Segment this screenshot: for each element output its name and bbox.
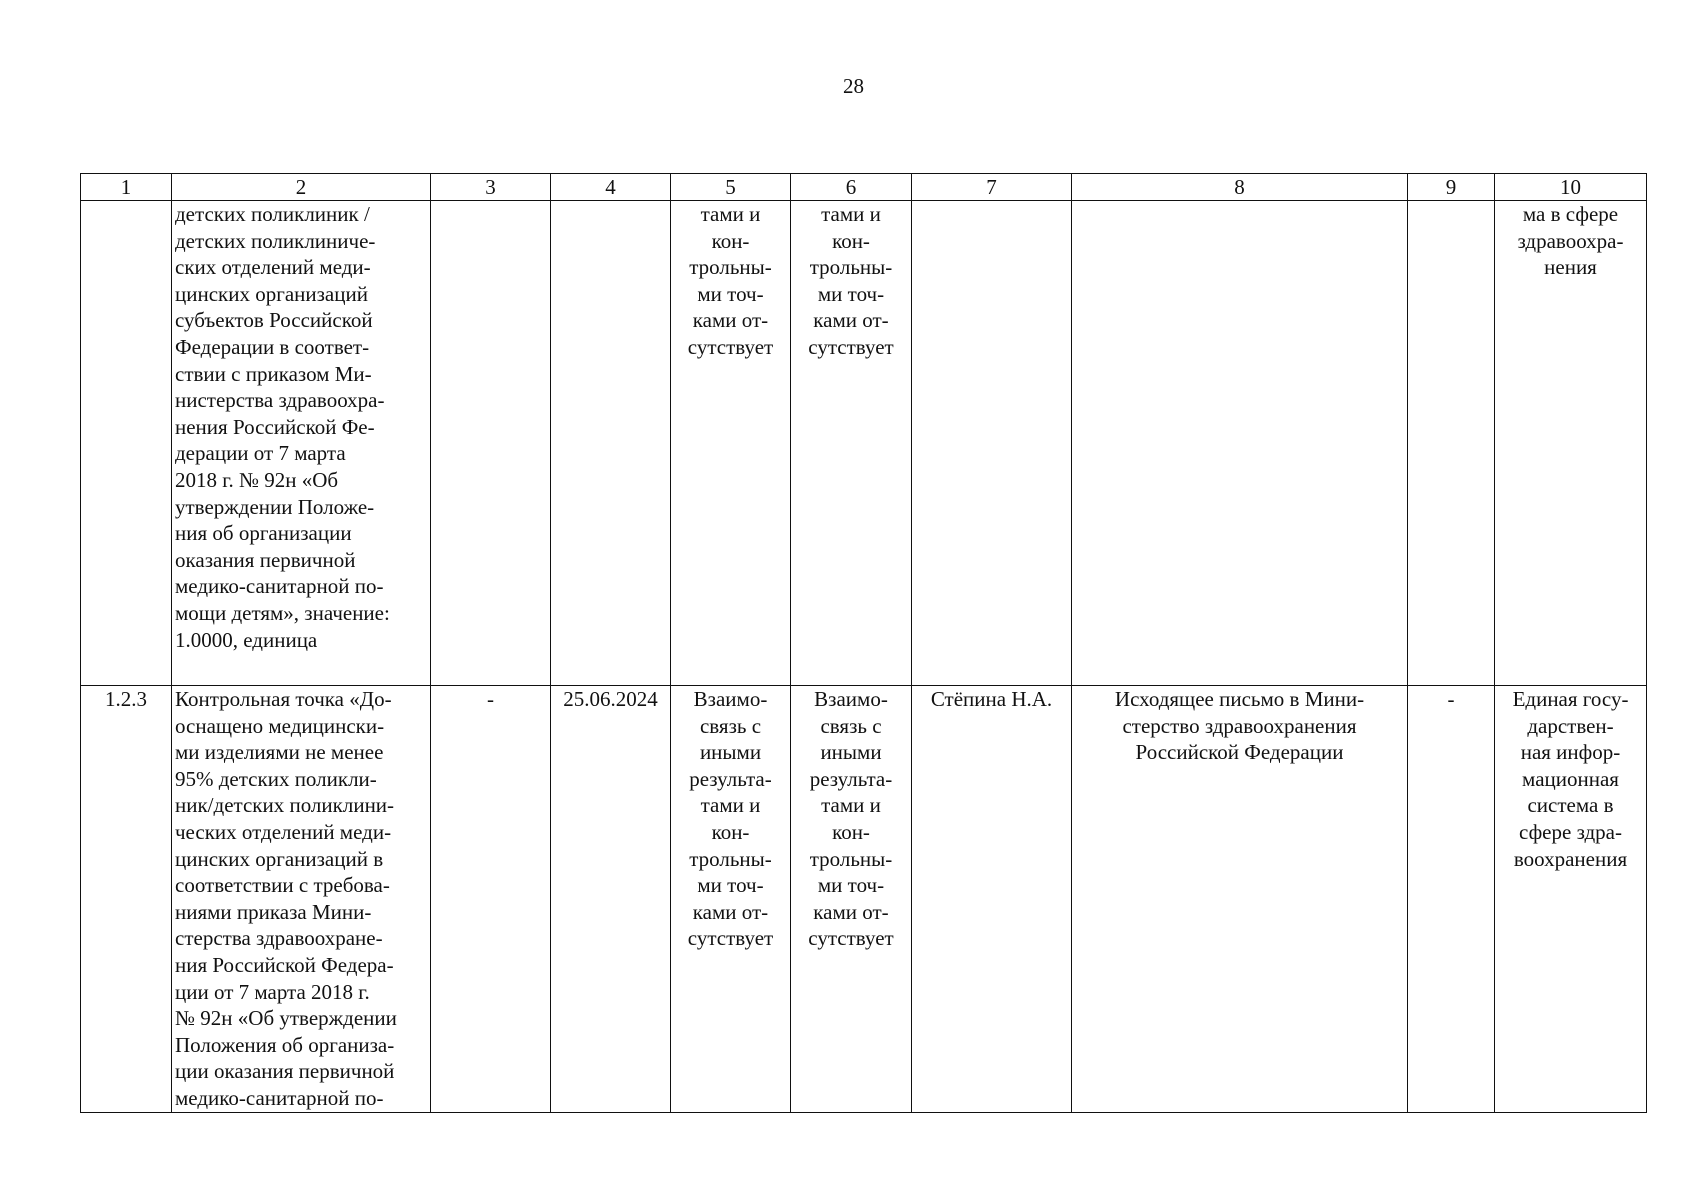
header-cell-3: 3 <box>431 174 551 201</box>
cell-number <box>81 201 172 686</box>
cell-col3 <box>431 201 551 686</box>
table-header-row <box>81 174 1647 201</box>
header-cell-6: 6 <box>791 174 912 201</box>
cell-responsible <box>912 201 1072 686</box>
header-cell-7: 7 <box>912 174 1072 201</box>
cell-document <box>1072 201 1408 686</box>
cell-date <box>551 201 671 686</box>
cell-col3: - <box>431 686 551 1113</box>
cell-col9: - <box>1408 686 1495 1113</box>
cell-relation-6: Взаимо- связь с иными результа- тами и кон- трольны- ми точ- ками от- сутствует <box>791 686 912 1113</box>
cell-document: Исходящее письмо в Мини- стерство здравоохранения Российской Федерации <box>1072 686 1408 1113</box>
cell-number: 1.2.3 <box>81 686 172 1113</box>
table-row <box>81 686 1647 1113</box>
cell-col9 <box>1408 201 1495 686</box>
header-cell-8: 8 <box>1072 174 1408 201</box>
cell-relation-6: тами и кон- трольны- ми точ- ками от- сутствует <box>791 201 912 686</box>
cell-relation-5: тами и кон- трольны- ми точ- ками от- сутствует <box>671 201 791 686</box>
header-cell-1: 1 <box>81 174 172 201</box>
cell-description: детских поликлиник / детских поликлиниче- ских отделений меди- цинских организаций субъектов Российской Федерации в соответ- ствии с приказом Ми- нистерства здравоохра- нения Российской Фе- дерации от 7 марта 2018 г. № 92н «Об утверждении Положе- ния об организации оказания первичной медико-санитарной по- мощи детям», значение: 1.0000, единица <box>172 201 431 686</box>
cell-responsible: Стёпина Н.А. <box>912 686 1072 1113</box>
header-cell-9: 9 <box>1408 174 1495 201</box>
header-cell-2: 2 <box>172 174 431 201</box>
cell-date: 25.06.2024 <box>551 686 671 1113</box>
cell-info-system: Единая госу- дарствен- ная инфор- мационная система в сфере здра- воохранения <box>1495 686 1647 1113</box>
table-row <box>81 201 1647 686</box>
header-cell-10: 10 <box>1495 174 1647 201</box>
cell-description: Контрольная точка «До- оснащено медицински- ми изделиями не менее 95% детских поликли- ник/детских поликлини- ческих отделений меди- цинских организаций в соответствии с требова- ниями приказа Мини- стерства здравоохране- ния Российской Федера- ции от 7 марта 2018 г. № 92н «Об утверждении Положения об организа- ции оказания первичной медико-санитарной по- <box>172 686 431 1113</box>
header-cell-5: 5 <box>671 174 791 201</box>
page-number: 28 <box>843 74 864 98</box>
document-table <box>80 173 1647 1113</box>
cell-relation-5: Взаимо- связь с иными результа- тами и кон- трольны- ми точ- ками от- сутствует <box>671 686 791 1113</box>
header-cell-4: 4 <box>551 174 671 201</box>
cell-info-system: ма в сфере здравоохра- нения <box>1495 201 1647 686</box>
